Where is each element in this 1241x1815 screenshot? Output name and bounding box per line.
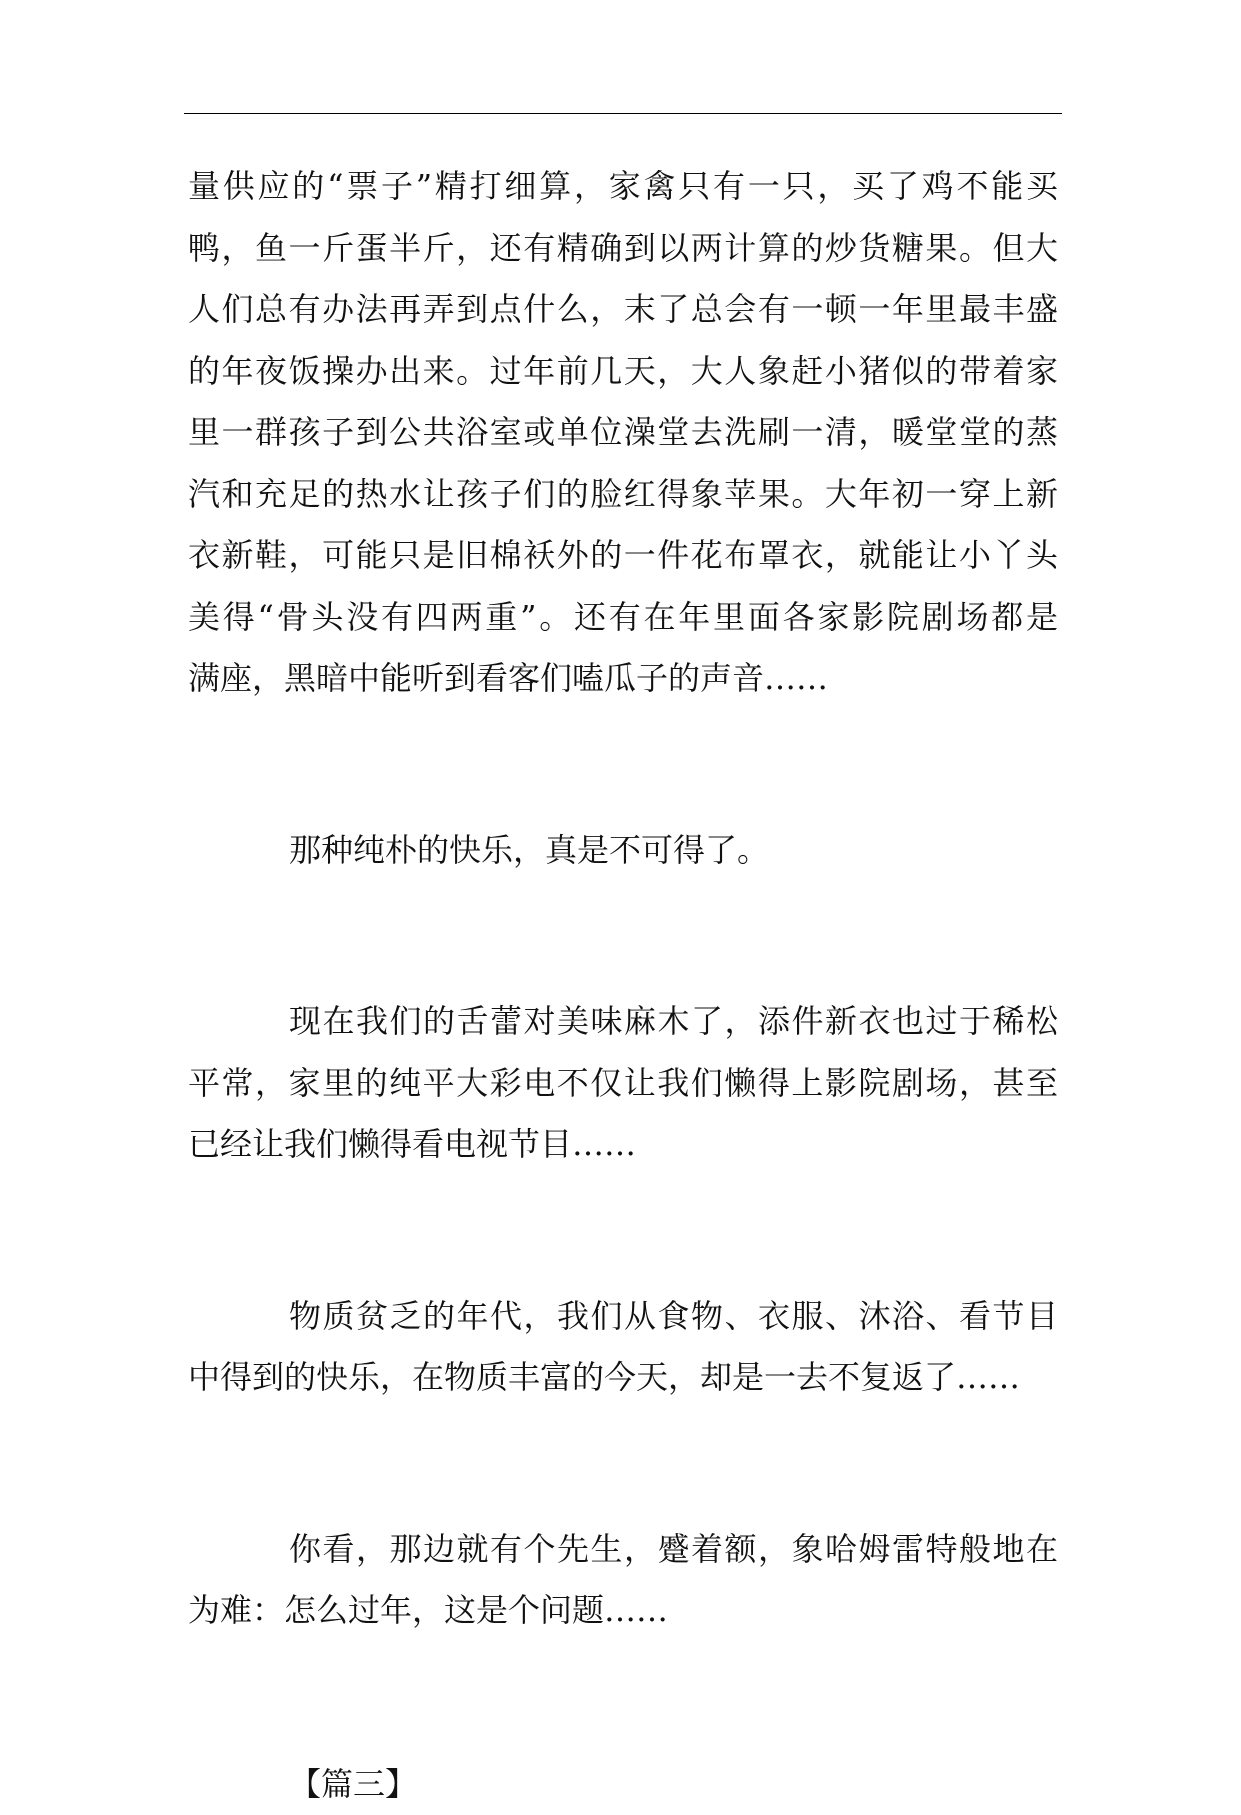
text-line: 平常，家里的纯平大彩电不仅让我们懒得上影院剧场，甚至 [188, 1053, 1058, 1115]
text-line: 那种纯朴的快乐，真是不可得了。 [188, 820, 1058, 882]
text-line: 为难：怎么过年，这是个问题…… [188, 1580, 1058, 1642]
text-line: 中得到的快乐，在物质丰富的今天，却是一去不复返了…… [188, 1347, 1058, 1409]
paragraph [188, 820, 1058, 882]
text-line: 你看，那边就有个先生，蹙着额，象哈姆雷特般地在 [188, 1519, 1058, 1581]
text-line: 里一群孩子到公共浴室或单位澡堂去洗刷一清，暖堂堂的蒸 [188, 402, 1058, 464]
paragraph [188, 156, 1058, 710]
text-line: 汽和充足的热水让孩子们的脸红得象苹果。大年初一穿上新 [188, 464, 1058, 526]
paragraph-spacer [188, 1409, 1058, 1519]
paragraph [188, 1519, 1058, 1642]
text-line: 的年夜饭操办出来。过年前几天，大人象赶小猪似的带着家 [188, 341, 1058, 403]
text-line: 人们总有办法再弄到点什么，末了总会有一顿一年里最丰盛 [188, 279, 1058, 341]
paragraph [188, 1286, 1058, 1409]
text-line: 已经让我们懒得看电视节目…… [188, 1114, 1058, 1176]
text-line: 鸭，鱼一斤蛋半斤，还有精确到以两计算的炒货糖果。但大 [188, 218, 1058, 280]
paragraph-spacer [188, 1642, 1058, 1754]
text-line: 量供应的“票子”精打细算，家禽只有一只，买了鸡不能买 [188, 156, 1058, 218]
section-heading: 【篇三】 [188, 1754, 1058, 1815]
text-line: 现在我们的舌蕾对美味麻木了，添件新衣也过于稀松 [188, 991, 1058, 1053]
text-line: 物质贫乏的年代，我们从食物、衣服、沐浴、看节目 [188, 1286, 1058, 1348]
text-line: 衣新鞋，可能只是旧棉袄外的一件花布罩衣，就能让小丫头 [188, 525, 1058, 587]
paragraph-spacer [188, 710, 1058, 820]
paragraph-spacer [188, 1176, 1058, 1286]
text-line: 美得“骨头没有四两重”。还有在年里面各家影院剧场都是 [188, 587, 1058, 649]
document-body [188, 156, 1058, 1815]
text-line: 满座，黑暗中能听到看客们嗑瓜子的声音…… [188, 648, 1058, 710]
paragraph [188, 991, 1058, 1176]
paragraph-spacer [188, 881, 1058, 991]
header-rule [184, 113, 1062, 114]
